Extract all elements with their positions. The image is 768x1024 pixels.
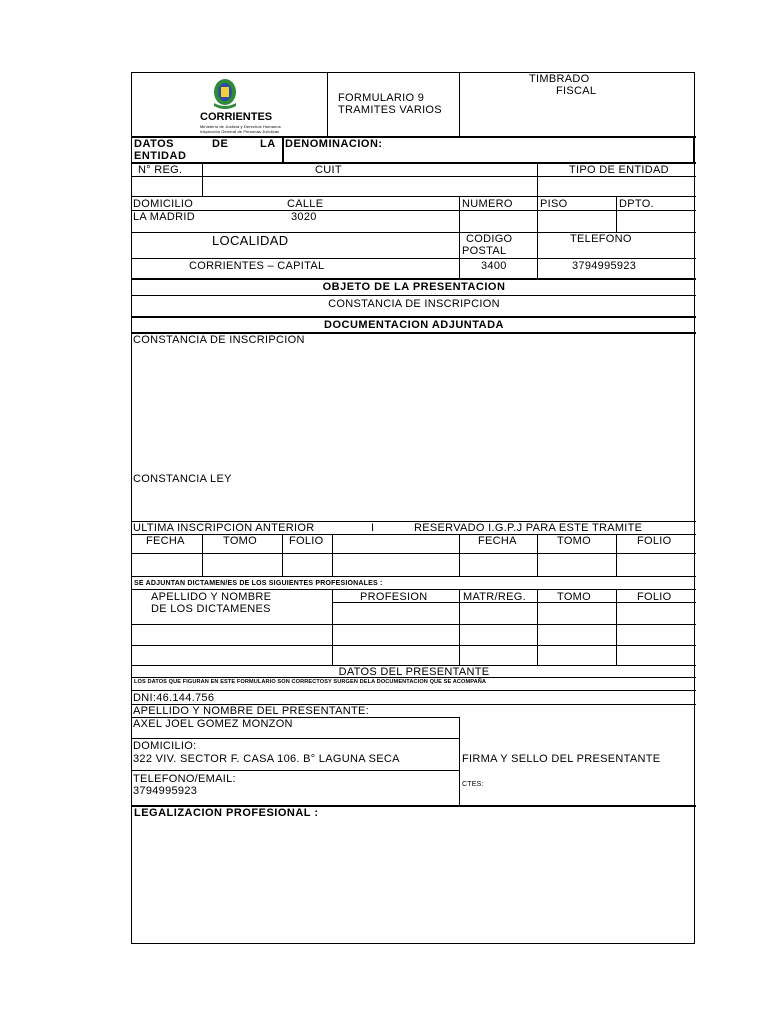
datos-label-2: DE: [212, 138, 229, 150]
divider: [459, 233, 460, 279]
documentacion-item-2: CONSTANCIA LEY: [133, 473, 232, 485]
apellido-presentante-label: APELLIDO Y NOMBRE DEL PRESENTANTE:: [133, 705, 369, 717]
domicilio-value: LA MADRID: [133, 211, 195, 223]
divider: [459, 534, 460, 577]
divider: [332, 534, 333, 577]
telefono-presentante-label: TELEFONO/EMAIL:: [133, 773, 236, 785]
divider: [132, 645, 696, 646]
tomo-header-reservado: TOMO: [557, 535, 591, 547]
apellido-header-2: DE LOS DICTAMENES: [151, 603, 271, 615]
divider: [132, 553, 696, 554]
divider: [132, 210, 696, 211]
fecha-header-reservado: FECHA: [478, 535, 517, 547]
divider: [537, 197, 538, 232]
postal-label: POSTAL: [462, 245, 507, 257]
presentante-disclaimer: LOS DATOS QUE FIGURAN EN ESTE FORMULARIO SON CORRECTOSY SURGEN DELA DOCUMENTACION QUE SE ACOMPAÑA: [134, 679, 487, 685]
divider: [537, 589, 538, 666]
ctes-label: CTES:: [462, 781, 484, 788]
dictamenes-title: SE ADJUNTAN DICTAMEN/ES DE LOS SIGUIENTES PROFESIONALES :: [134, 580, 383, 587]
divider: [132, 534, 696, 535]
divider: [132, 738, 459, 739]
divider: [459, 73, 460, 137]
divider: [282, 137, 284, 162]
separator-mark: I: [371, 522, 375, 534]
cuit-label: CUIT: [315, 164, 342, 176]
profesion-header: PROFESION: [360, 591, 428, 603]
divider: [132, 677, 696, 678]
telefono-presentante-value: 3794995923: [133, 785, 198, 797]
calle-label: CALLE: [287, 198, 324, 210]
folio-header: FOLIO: [289, 535, 324, 547]
divider: [132, 278, 696, 280]
divider: [693, 137, 695, 162]
divider: [132, 589, 696, 590]
divider: [616, 589, 617, 666]
divider: [459, 589, 460, 666]
divider: [132, 770, 459, 771]
form-number-label: FORMULARIO 9: [338, 92, 425, 104]
form-type-label: TRAMITES VARIOS: [338, 104, 442, 116]
folio-header-dictamen: FOLIO: [637, 591, 672, 603]
divider: [132, 295, 696, 296]
divider: [202, 163, 203, 197]
divider: [537, 163, 538, 197]
nreg-label: N° REG.: [138, 164, 183, 176]
tramites-varios-form: [131, 72, 695, 944]
numero-label: NUMERO: [462, 198, 513, 210]
reservado-label: RESERVADO I.G.P.J PARA ESTE TRAMITE: [414, 522, 643, 534]
logo-title: CORRIENTES: [200, 111, 273, 123]
tomo-header-dictamen: TOMO: [557, 591, 591, 603]
divider: [132, 624, 696, 625]
objeto-value: CONSTANCIA DE INSCRIPCION: [328, 298, 500, 310]
localidad-value: CORRIENTES – CAPITAL: [189, 260, 325, 272]
divider: [332, 589, 333, 666]
divider: [537, 233, 538, 279]
logo-subtitle-2: Inspección General de Personas Jurídicas: [200, 129, 280, 134]
piso-label: PISO: [540, 198, 568, 210]
divider: [132, 690, 696, 691]
codigo-label: CODIGO: [466, 233, 513, 245]
divider: [282, 534, 283, 577]
timbrado-label: TIMBRADO: [529, 73, 590, 85]
matr-header: MATR/REG.: [463, 591, 526, 603]
divider: [132, 176, 696, 177]
presentante-title: DATOS DEL PRESENTANTE: [338, 666, 490, 678]
fecha-header: FECHA: [146, 535, 185, 547]
fiscal-label: FISCAL: [556, 85, 597, 97]
tipo-entidad-label: TIPO DE ENTIDAD: [569, 164, 669, 176]
apellido-presentante-value: AXEL JOEL GOMEZ MONZON: [133, 718, 293, 730]
logo-subtitle-1: Ministerio de Justicia y Derechos Humanos: [200, 124, 281, 129]
documentacion-item-1: CONSTANCIA DE INSCRIPCION: [133, 334, 305, 346]
corrientes-logo: [200, 75, 340, 137]
divider: [327, 73, 328, 137]
datos-label-3: LA: [260, 138, 276, 150]
divider: [616, 534, 617, 577]
datos-label-1: DATOS: [134, 138, 174, 150]
objeto-title: OBJETO DE LA PRESENTACION: [322, 281, 506, 293]
divider: [459, 197, 460, 232]
calle-value: 3020: [291, 211, 317, 223]
telefono-label: TELEFONO: [570, 233, 632, 245]
localidad-label: LOCALIDAD: [212, 233, 289, 248]
divider: [202, 534, 203, 577]
divider: [537, 534, 538, 577]
domicilio-presentante-label: DOMICILIO:: [133, 740, 197, 752]
divider: [332, 602, 696, 603]
divider: [616, 197, 617, 232]
divider: [132, 717, 459, 718]
codigo-postal-value: 3400: [481, 260, 507, 272]
domicilio-presentante-value: 322 VIV. SECTOR F. CASA 106. B° LAGUNA SECA: [133, 753, 400, 765]
domicilio-label: DOMICILIO: [133, 198, 194, 210]
divider: [132, 196, 696, 197]
documentacion-title: DOCUMENTACION ADJUNTADA: [324, 319, 504, 331]
dni-value: DNI:46.144.756: [133, 692, 215, 704]
divider: [132, 258, 696, 259]
denominacion-label: DENOMINACION:: [285, 138, 383, 150]
dpto-label: DPTO.: [619, 198, 654, 210]
legalizacion-title: LEGALIZACION PROFESIONAL :: [134, 807, 319, 819]
apellido-header-1: APELLIDO Y NOMBRE: [151, 591, 272, 603]
divider: [132, 576, 696, 577]
tomo-header: TOMO: [223, 535, 257, 547]
divider: [132, 316, 696, 318]
datos-label-4: ENTIDAD: [134, 150, 187, 162]
folio-header-reservado: FOLIO: [637, 535, 672, 547]
telefono-value: 3794995923: [572, 260, 637, 272]
firma-sello-label: FIRMA Y SELLO DEL PRESENTANTE: [462, 753, 661, 765]
ultima-inscripcion-label: ULTIMA INSCRIPCION ANTERIOR: [133, 522, 315, 534]
divider: [459, 717, 460, 806]
